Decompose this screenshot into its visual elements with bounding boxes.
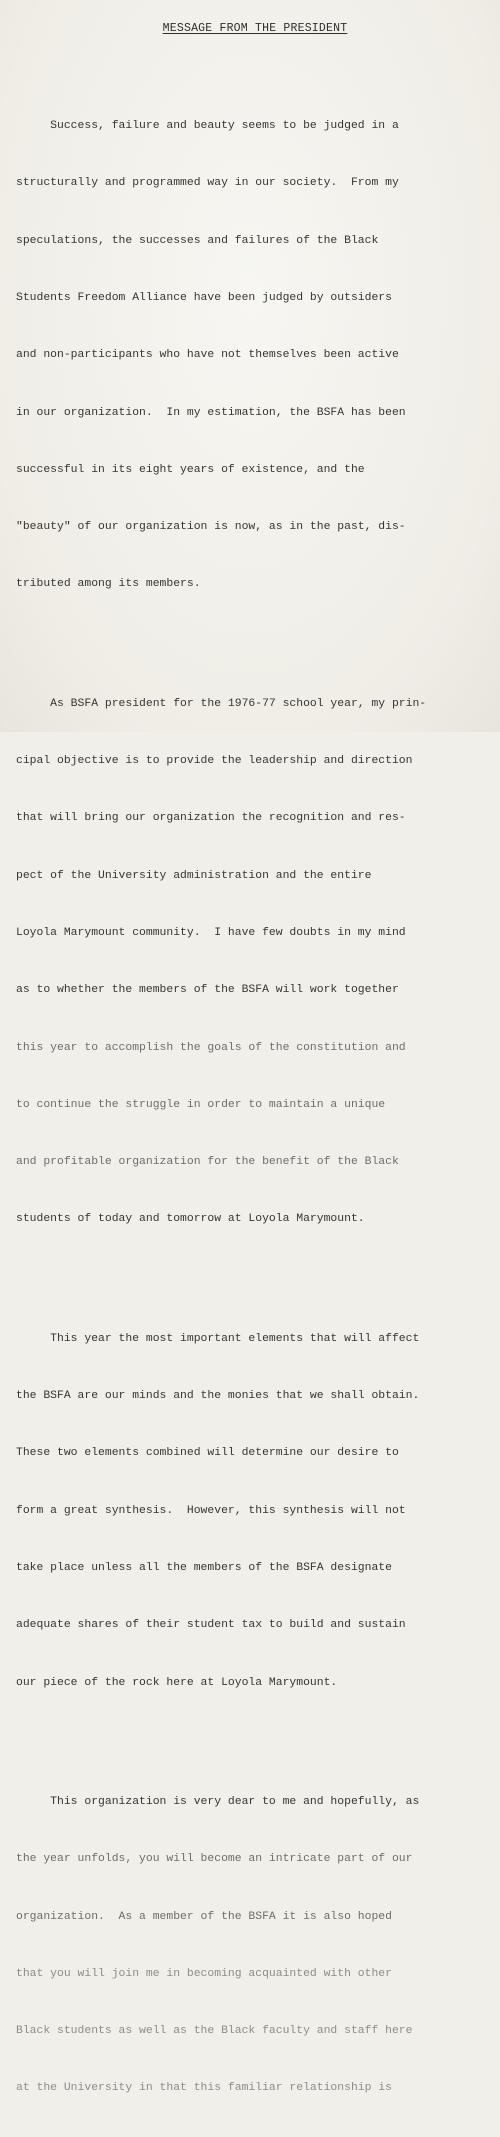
paragraph-line: As BSFA president for the 1976-77 school year, my prin- [16,697,427,710]
paragraph-line: speculations, the successes and failures of the Black [16,234,379,247]
paragraph-line: our piece of the rock here at Loyola Marymount. [16,1676,338,1689]
paragraph-line: and non-participants who have not themselves been active [16,349,399,362]
paragraph-line: adequate shares of their student tax to build and sustain [16,1619,406,1632]
paragraph-line: Success, failure and beauty seems to be judged in a [16,120,399,133]
paragraph-line: that you will join me in becoming acquainted with other [16,1967,392,1980]
paragraph-line: This organization is very dear to me and hopefully, as [16,1796,420,1809]
paragraph-3 [16,1292,486,1731]
paragraph-4 [16,1755,486,2137]
paragraph-1 [16,79,486,633]
paragraph-line: that will bring our organization the recognition and res- [16,812,406,825]
paragraph-line: in our organization. In my estimation, the BSFA has been [16,406,406,419]
paragraph-line: organization. As a member of the BSFA it is also hoped [16,1910,392,1923]
paragraph-line: form a great synthesis. However, this synthesis will not [16,1504,406,1517]
paragraph-line: Black students as well as the Black faculty and staff here [16,2025,413,2038]
paragraph-line: this year to accomplish the goals of the constitution and [16,1041,406,1054]
paragraph-line: take place unless all the members of the BSFA designate [16,1562,392,1575]
paragraph-line: tributed among its members. [16,578,201,591]
paragraph-line: These two elements combined will determine our desire to [16,1447,399,1460]
paragraph-line: students of today and tomorrow at Loyola Marymount. [16,1213,365,1226]
paragraph-2 [16,657,486,1268]
paragraph-line: successful in its eight years of existence, and the [16,463,365,476]
paragraph-line: and profitable organization for the benefit of the Black [16,1156,399,1169]
paragraph-line: at the University in that this familiar relationship is [16,2082,392,2095]
paragraph-line: cipal objective is to provide the leadership and direction [16,755,413,768]
paragraph-line: Students Freedom Alliance have been judged by outsiders [16,292,392,305]
paragraph-line: as to whether the members of the BSFA will work together [16,984,399,997]
paragraph-line: to continue the struggle in order to maintain a unique [16,1098,386,1111]
paragraph-line: structurally and programmed way in our society. From my [16,177,399,190]
paragraph-line: pect of the University administration and the entire [16,869,372,882]
paragraph-line: the BSFA are our minds and the monies that we shall obtain. [16,1390,420,1403]
page-title: MESSAGE FROM THE PRESIDENT [162,22,348,35]
paragraph-line: "beauty" of our organization is now, as in the past, dis- [16,521,406,534]
paragraph-line: This year the most important elements that will affect [16,1332,420,1345]
paragraph-line: Loyola Marymount community. I have few doubts in my mind [16,927,406,940]
paragraph-line: the year unfolds, you will become an intricate part of our [16,1853,413,1866]
